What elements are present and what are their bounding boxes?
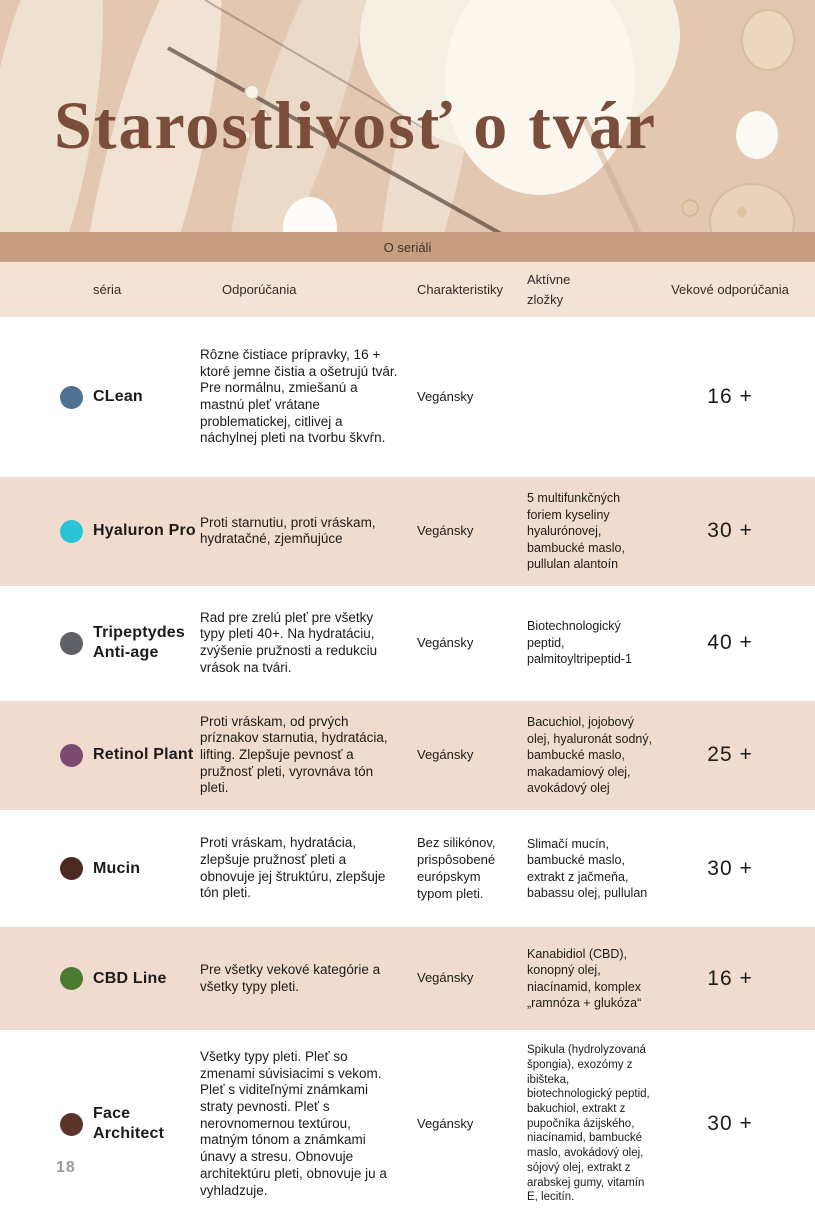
table-row	[0, 927, 815, 1030]
characteristics-text: Vegánsky	[417, 388, 474, 404]
table-row	[0, 701, 815, 811]
series-color-dot	[60, 967, 83, 990]
series-color-dot	[60, 520, 83, 543]
section-band-label: O seriáli	[383, 239, 432, 255]
characteristics-text: Bez silikónov, prispôsobené európskym typom pleti.	[417, 834, 496, 901]
table-row	[0, 1030, 815, 1211]
section-band	[0, 232, 815, 262]
table-header-row	[0, 262, 815, 317]
age-recommendation: 30 +	[707, 856, 753, 880]
column-header-characteristics: Charakteristiky	[417, 282, 503, 297]
characteristics-text: Vegánsky	[417, 522, 474, 538]
recommendations-text: Pre všetky vekové kategórie a všetky typy pleti.	[200, 961, 381, 994]
series-cell	[0, 744, 200, 767]
active-ingredients-text: Bacuchiol, jojobový olej, hyaluronát sodný, bambucké maslo, makadamiový olej, avokádový olej	[527, 715, 653, 796]
characteristics-text: Vegánsky	[417, 970, 474, 986]
series-color-dot	[60, 386, 83, 409]
series-name: Hyaluron Pro	[93, 522, 196, 540]
active-ingredients-text: Slimačí mucín, bambucké maslo, extrakt z jačmeňa, babassu olej, pullulan	[527, 836, 648, 901]
age-recommendation: 16 +	[707, 385, 753, 408]
series-name: Mucin	[93, 859, 141, 877]
series-cell	[0, 1104, 200, 1144]
series-name: Face Architect	[93, 1105, 165, 1143]
series-name: Tripeptydes Anti-age	[93, 624, 186, 661]
column-header-age-recommendations: Vekové odporúčania	[671, 282, 789, 297]
series-name: CBD Line	[93, 969, 167, 987]
series-color-dot	[60, 1113, 83, 1136]
table-body	[0, 317, 815, 1211]
series-color-dot	[60, 632, 83, 655]
column-header-active-ingredients: Aktívne zložky	[527, 272, 571, 307]
recommendations-text: Rad pre zrelú pleť pre všetky typy pleti 40+. Na hydratáciu, zvýšenie pružnosti a redukciu vrások na tvári.	[200, 609, 378, 675]
page-number: 18	[56, 1159, 76, 1176]
series-cell	[0, 623, 200, 663]
table-row	[0, 477, 815, 586]
age-recommendation: 40 +	[707, 631, 753, 654]
series-cell	[0, 386, 200, 409]
series-color-dot	[60, 857, 83, 880]
series-name: Retinol Plant	[93, 746, 194, 764]
active-ingredients-text: Biotechnologický peptid, palmitoyltripeptid-1	[527, 619, 632, 667]
characteristics-text: Vegánsky	[417, 746, 474, 762]
age-recommendation: 25 +	[707, 743, 753, 767]
characteristics-text: Vegánsky	[417, 1115, 474, 1131]
age-recommendation: 30 +	[707, 519, 753, 543]
series-cell	[0, 967, 200, 990]
table-row	[0, 810, 815, 927]
recommendations-text: Rôzne čistiace prípravky, 16 + ktoré jemne čistia a ošetrujú tvár. Pre normálnu, zmiešanú a mastnú pleť vrátane problematickej, citlivej a náchylnej pleti na tvorbu škvŕn.	[200, 346, 398, 446]
table-row	[0, 317, 815, 477]
characteristics-text: Vegánsky	[417, 634, 474, 650]
active-ingredients-text: Kanabidiol (CBD), konopný olej, niacínamid, komplex „ramnóza + glukóza“	[527, 946, 642, 1011]
series-cell	[0, 857, 200, 880]
active-ingredients-text: 5 multifunkčných foriem kyseliny hyalurónovej, bambucké maslo, pullulan alantoín	[527, 491, 625, 571]
active-ingredients-text: Spikula (hydrolyzovaná špongia), exozómy z ibišteka, biotechnologický peptid, bakuchiol, extrakt z pupočníka ázijského, niacínamid, bambucké maslo, avokádový olej, sójový olej, extrakt z arabskej gumy, vitamín E, lecitín.	[527, 1044, 650, 1204]
series-cell	[0, 520, 200, 543]
series-color-dot	[60, 744, 83, 767]
recommendations-text: Všetky typy pleti. Pleť so zmenami súvisiacimi s vekom. Pleť s viditeľnými známkami straty pevnosti. Pleť s nerovnomernou textúrou, matným tónom a známkami únavy a stresu. Obnovuje architektúru pleti, obnovuje ju a vyhladzuje.	[200, 1048, 387, 1198]
series-name: CLean	[93, 388, 143, 405]
recommendations-text: Proti vráskam, od prvých príznakov starnutia, hydratácia, lifting. Zlepšuje pevnosť a pružnosť pleti, vyrovnáva tón pleti.	[200, 713, 388, 796]
age-recommendation: 30 +	[707, 1112, 753, 1136]
table-row	[0, 586, 815, 701]
recommendations-text: Proti vráskam, hydratácia, zlepšuje pružnosť pleti a obnovuje jej štruktúru, zlepšuje tón pleti.	[200, 835, 386, 901]
column-header-recommendations: Odporúčania	[222, 282, 297, 297]
column-header-series: séria	[93, 282, 122, 297]
age-recommendation: 16 +	[707, 966, 753, 990]
hero-banner	[0, 0, 815, 232]
page-title: Starostlivosť o tvár	[54, 87, 658, 163]
recommendations-text: Proti starnutiu, proti vráskam, hydratačné, zjemňujúce	[200, 514, 376, 547]
